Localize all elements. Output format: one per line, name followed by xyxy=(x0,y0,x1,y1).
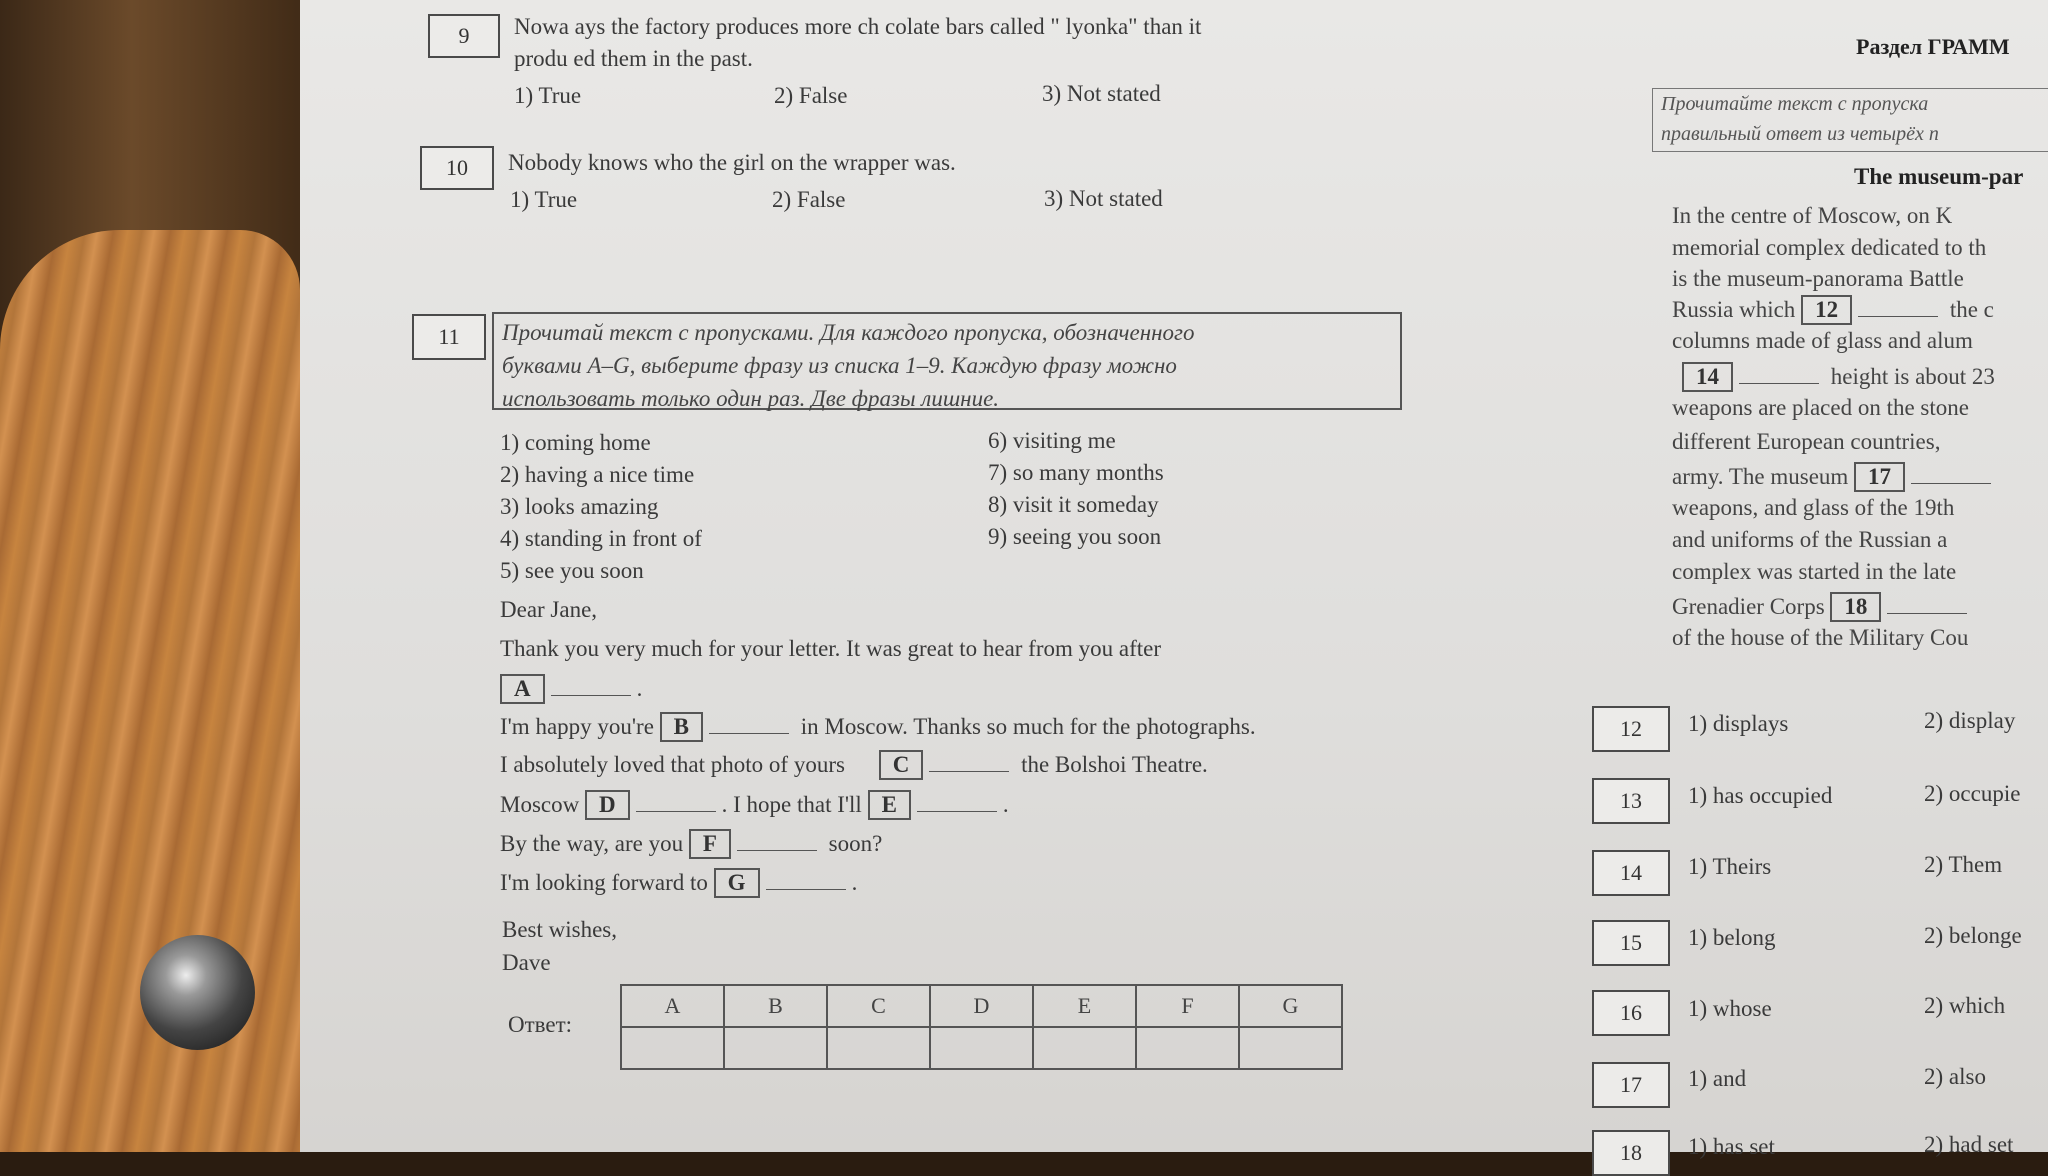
q11-instructions-line3: использовать только один раз. Две фразы лишние. xyxy=(502,386,1000,411)
text-line-12: complex was started in the late xyxy=(1672,559,1957,584)
gap-14-blank[interactable] xyxy=(1739,383,1819,384)
phrase-list-right xyxy=(988,425,1164,553)
q11-instructions xyxy=(492,312,1402,410)
gap-c-blank[interactable] xyxy=(929,771,1009,772)
gap-d: D xyxy=(585,790,630,820)
gap-b: B xyxy=(660,712,703,742)
letter-line-6 xyxy=(500,829,882,859)
q9-text-line2: produ ed them in the past. xyxy=(514,46,753,71)
text-line-9-start: army. The museum xyxy=(1672,464,1849,489)
gap-17-blank[interactable] xyxy=(1911,483,1991,484)
phrase-9: 9) seeing you soon xyxy=(988,524,1162,549)
gap-b-blank[interactable] xyxy=(709,733,789,734)
letter-line-2: A . xyxy=(500,674,642,704)
answer-number-16: 16 xyxy=(1592,990,1670,1036)
phrase-2: 2) having a nice time xyxy=(500,462,695,487)
answer-col-g: G xyxy=(1239,985,1342,1027)
gap-d-blank[interactable] xyxy=(636,811,716,812)
text-line-1: In the centre of Moscow, on K xyxy=(1672,203,1953,228)
q9-option-3: 3) Not stated xyxy=(1042,81,1161,106)
grammar-instructions-line2: правильный ответ из четырёх п xyxy=(1661,123,1939,145)
letter-line-4 xyxy=(500,750,1208,780)
answer-number-18: 18 xyxy=(1592,1130,1670,1176)
letter-line-3-start: I'm happy you're xyxy=(500,714,654,739)
text-line-11: and uniforms of the Russian a xyxy=(1672,527,1948,552)
answer-cell-f[interactable] xyxy=(1136,1027,1239,1069)
answer-number-17: 17 xyxy=(1592,1062,1670,1108)
text-line-6-end: height is about 23 xyxy=(1830,364,1995,389)
q10-option-1: 1) True xyxy=(510,187,578,212)
gap-c: C xyxy=(879,750,924,780)
text-line-5: columns made of glass and alum xyxy=(1672,328,1973,353)
q9-text-line1: Nowa ays the factory produces more ch colate bars called " lyonka" than it xyxy=(514,14,1202,39)
answer-15-option-1: 1) belong xyxy=(1688,925,1776,950)
letter-line-6-end: soon? xyxy=(828,831,883,856)
text-line-4-end: the c xyxy=(1949,297,1994,322)
letter-signature: Dave xyxy=(502,950,551,975)
answer-table xyxy=(620,984,1343,1070)
letter-line-7: I'm looking forward to G . xyxy=(500,868,857,898)
answer-cell-d[interactable] xyxy=(930,1027,1033,1069)
text-line-14: of the house of the Military Cou xyxy=(1672,625,1969,650)
question-number-9: 9 xyxy=(428,14,500,58)
q10-option-3: 3) Not stated xyxy=(1044,186,1163,211)
answer-number-14: 14 xyxy=(1592,850,1670,896)
phrase-1: 1) coming home xyxy=(500,430,651,455)
text-line-7: weapons are placed on the stone xyxy=(1672,395,1969,420)
q11-instructions-line2: буквами A–G, выберите фразу из списка 1–9. Каждую фразу можно xyxy=(502,353,1177,378)
answer-16-option-2: 2) which xyxy=(1924,993,2006,1018)
letter-line-3-end: in Moscow. Thanks so much for the photographs. xyxy=(800,714,1256,739)
text-line-6 xyxy=(1672,362,1995,392)
text-line-9 xyxy=(1672,462,1997,492)
answer-col-f: F xyxy=(1136,985,1239,1027)
gap-18: 18 xyxy=(1830,592,1881,622)
metal-knob xyxy=(140,935,255,1050)
answer-13-option-2: 2) occupie xyxy=(1924,781,2021,806)
gap-12-blank[interactable] xyxy=(1858,316,1938,317)
answer-cell-c[interactable] xyxy=(827,1027,930,1069)
answer-col-b: B xyxy=(724,985,827,1027)
answer-12-option-1: 1) displays xyxy=(1688,711,1789,736)
answer-number-15: 15 xyxy=(1592,920,1670,966)
q11-instructions-line1: Прочитай текст с пропусками. Для каждого пропуска, обозначенного xyxy=(502,320,1195,345)
text-line-4 xyxy=(1672,295,1994,325)
gap-18-blank[interactable] xyxy=(1887,613,1967,614)
answer-17-option-1: 1) and xyxy=(1688,1066,1747,1091)
gap-14: 14 xyxy=(1682,362,1733,392)
answer-cell-a[interactable] xyxy=(621,1027,724,1069)
answer-label: Ответ: xyxy=(508,1012,573,1037)
answer-number-13: 13 xyxy=(1592,778,1670,824)
q10-option-2: 2) False xyxy=(772,187,846,212)
text-line-10: weapons, and glass of the 19th xyxy=(1672,495,1955,520)
gap-a: A xyxy=(500,674,545,704)
letter-line-4-end: the Bolshoi Theatre. xyxy=(1021,752,1208,777)
gap-g-blank[interactable] xyxy=(766,889,846,890)
phrase-4: 4) standing in front of xyxy=(500,526,702,551)
letter-greeting: Dear Jane, xyxy=(500,597,598,622)
text-line-13 xyxy=(1672,592,1973,622)
answer-17-option-2: 2) also xyxy=(1924,1064,1986,1089)
answer-18-option-1: 1) has set xyxy=(1688,1134,1775,1159)
letter-line-5-start: Moscow xyxy=(500,792,580,817)
answer-13-option-1: 1) has occupied xyxy=(1688,783,1833,808)
gap-17: 17 xyxy=(1854,462,1905,492)
answer-14-option-1: 1) Theirs xyxy=(1688,854,1772,879)
gap-12: 12 xyxy=(1801,295,1852,325)
answer-col-c: C xyxy=(827,985,930,1027)
answer-cell-e[interactable] xyxy=(1033,1027,1136,1069)
text-line-2: memorial complex dedicated to th xyxy=(1672,235,1987,260)
letter-line-6-start: By the way, are you xyxy=(500,831,684,856)
gap-e-blank[interactable] xyxy=(917,811,997,812)
question-number-11: 11 xyxy=(412,314,486,360)
answer-cell-b[interactable] xyxy=(724,1027,827,1069)
answer-col-e: E xyxy=(1033,985,1136,1027)
answer-number-12: 12 xyxy=(1592,706,1670,752)
answer-table-row xyxy=(621,1027,1342,1069)
phrase-7: 7) so many months xyxy=(988,460,1164,485)
text-line-8: different European countries, xyxy=(1672,429,1941,454)
question-number-10: 10 xyxy=(420,146,494,190)
q9-option-2: 2) False xyxy=(774,83,848,108)
answer-18-option-2: 2) had set xyxy=(1924,1132,2014,1157)
answer-16-option-1: 1) whose xyxy=(1688,996,1772,1021)
letter-line-3 xyxy=(500,712,1256,742)
gap-f: F xyxy=(689,829,731,859)
answer-14-option-2: 2) Them xyxy=(1924,852,2003,877)
section-title: Раздел ГРАММ xyxy=(1856,34,2010,59)
gap-e: E xyxy=(868,790,911,820)
gap-f-blank[interactable] xyxy=(737,850,817,851)
answer-col-d: D xyxy=(930,985,1033,1027)
answer-cell-g[interactable] xyxy=(1239,1027,1342,1069)
gap-g: G xyxy=(714,868,760,898)
q10-text: Nobody knows who the girl on the wrapper was. xyxy=(508,150,956,175)
grammar-instructions xyxy=(1652,88,2048,152)
answer-12-option-2: 2) display xyxy=(1924,708,2016,733)
phrase-list-left xyxy=(500,427,702,587)
text-title: The museum-par xyxy=(1854,164,2024,189)
text-line-3: is the museum-panorama Battle xyxy=(1672,266,1964,291)
phrase-8: 8) visit it someday xyxy=(988,492,1159,517)
letter-line-7-start: I'm looking forward to xyxy=(500,870,708,895)
phrase-3: 3) looks amazing xyxy=(500,494,659,519)
text-line-13-start: Grenadier Corps xyxy=(1672,594,1825,619)
text-line-4-start: Russia which xyxy=(1672,297,1796,322)
letter-line-5-mid: . I hope that I'll xyxy=(721,792,862,817)
letter-line-5: Moscow D . I hope that I'll E . xyxy=(500,790,1009,820)
phrase-5: 5) see you soon xyxy=(500,558,644,583)
letter-line-1: Thank you very much for your letter. It was great to hear from you after xyxy=(500,636,1162,661)
letter-line-4-start: I absolutely loved that photo of yours xyxy=(500,752,845,777)
letter-closing: Best wishes, xyxy=(502,917,617,942)
grammar-instructions-line1: Прочитайте текст с пропуска xyxy=(1661,93,1929,115)
phrase-6: 6) visiting me xyxy=(988,428,1116,453)
gap-a-blank[interactable] xyxy=(551,695,631,696)
q9-option-1: 1) True xyxy=(514,83,582,108)
answer-col-a: A xyxy=(621,985,724,1027)
answer-15-option-2: 2) belonge xyxy=(1924,923,2022,948)
answer-table-header xyxy=(621,985,1342,1027)
